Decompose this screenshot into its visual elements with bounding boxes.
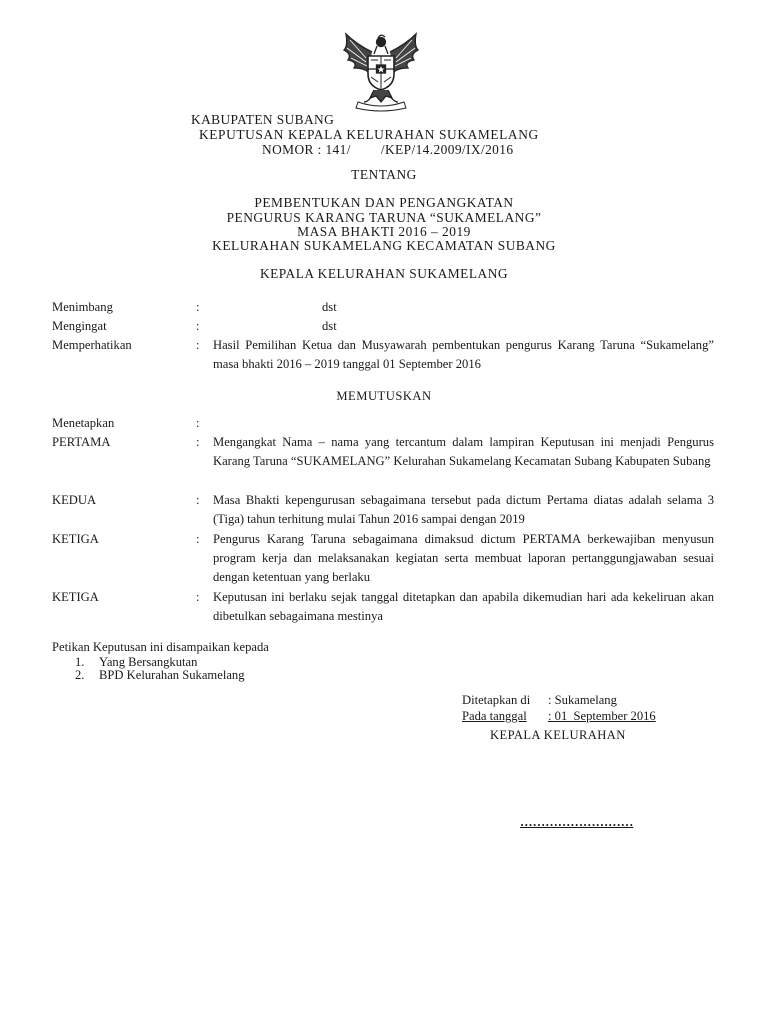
decision-row bbox=[52, 588, 716, 628]
row-label: KETIGA bbox=[52, 590, 99, 604]
decree-number: NOMOR : 141/ /KEP/14.2009/IX/2016 bbox=[262, 142, 514, 157]
row-colon: : bbox=[196, 300, 200, 314]
row-text: dst bbox=[322, 319, 337, 333]
row-text: Masa Bhakti kepengurusan sebagaimana tersebut pada dictum Pertama diatas adalah selama 3 (Tiga) tahun terhitung mulai Tahun 2016 sampai dengan 2019 bbox=[213, 493, 714, 526]
row-colon: : bbox=[196, 338, 200, 352]
row-text: Hasil Pemilihan Ketua dan Musyawarah pembentukan pengurus Karang Taruna “Sukamelang” masa bhakti 2016 – 2019 tanggal 01 September 2016 bbox=[213, 338, 714, 371]
decision-row bbox=[52, 491, 716, 531]
decision-row bbox=[52, 433, 716, 491]
place-value: : Sukamelang bbox=[548, 693, 617, 707]
list-item-number: 2. bbox=[75, 668, 85, 682]
row-text: dst bbox=[322, 300, 337, 314]
decides-heading: MEMUTUSKAN bbox=[336, 389, 432, 403]
row-label: KEDUA bbox=[52, 493, 97, 507]
subject-line-4: KELURAHAN SUKAMELANG KECAMATAN SUBANG bbox=[212, 238, 556, 253]
list-item: Yang Bersangkutan bbox=[99, 655, 198, 669]
row-text: Keputusan ini berlaku sejak tanggal ditetapkan dan apabila dikemudian hari ada kekeliruan akan dibetulkan sebagaimana mestinya bbox=[213, 590, 714, 623]
distribution-intro: Petikan Keputusan ini disampaikan kepada bbox=[52, 640, 269, 654]
row-label: Mengingat bbox=[52, 319, 107, 333]
row-label: Memperhatikan bbox=[52, 338, 132, 352]
signatory-position: KEPALA KELURAHAN bbox=[490, 728, 626, 742]
list-item: BPD Kelurahan Sukamelang bbox=[99, 668, 245, 682]
subject-line-1: PEMBENTUKAN DAN PENGANGKATAN bbox=[254, 195, 514, 210]
consideration-row bbox=[52, 317, 716, 336]
row-text: Mengangkat Nama – nama yang tercantum dalam lampiran Keputusan ini menjadi Pengurus Karang Taruna “SUKAMELANG” Kelurahan Sukamelang Kecamatan Subang Kabupaten Subang bbox=[213, 435, 714, 468]
subject-line-3: MASA BHAKTI 2016 – 2019 bbox=[297, 224, 471, 239]
decree-title: KEPUTUSAN KEPALA KELURAHAN SUKAMELANG bbox=[199, 127, 539, 142]
subject-line-2: PENGURUS KARANG TARUNA “SUKAMELANG” bbox=[226, 210, 542, 225]
about-heading: TENTANG bbox=[351, 167, 417, 182]
row-colon: : bbox=[196, 493, 200, 507]
issuer-heading: KEPALA KELURAHAN SUKAMELANG bbox=[259, 266, 509, 281]
row-label: Menetapkan bbox=[52, 416, 115, 430]
decision-row bbox=[52, 414, 716, 433]
signatory-name-placeholder: ……………………… bbox=[520, 815, 634, 829]
regency-heading: KABUPATEN SUBANG bbox=[191, 112, 335, 127]
row-colon: : bbox=[196, 319, 200, 333]
row-colon: : bbox=[196, 590, 200, 604]
garuda-emblem bbox=[338, 32, 424, 112]
consideration-row bbox=[52, 336, 716, 376]
row-colon: : bbox=[196, 416, 200, 430]
decision-row bbox=[52, 530, 716, 588]
row-text: Pengurus Karang Taruna sebagaimana dimaksud dictum PERTAMA berkewajiban menyusun program kerja dan melaksanakan kegiatan serta membuat laporan pertanggungjawaban sesuai dengan ketentuan yang berlaku bbox=[213, 532, 714, 584]
row-label: Menimbang bbox=[52, 300, 113, 314]
date-value: : 01 September 2016 bbox=[548, 709, 656, 723]
place-label: Ditetapkan di bbox=[462, 693, 531, 707]
row-label: KETIGA bbox=[52, 532, 99, 546]
row-colon: : bbox=[196, 435, 200, 449]
row-colon: : bbox=[196, 532, 200, 546]
consideration-row bbox=[52, 298, 716, 317]
row-label: PERTAMA bbox=[52, 435, 111, 449]
date-label: Pada tanggal bbox=[462, 709, 527, 723]
list-item-number: 1. bbox=[75, 655, 85, 669]
